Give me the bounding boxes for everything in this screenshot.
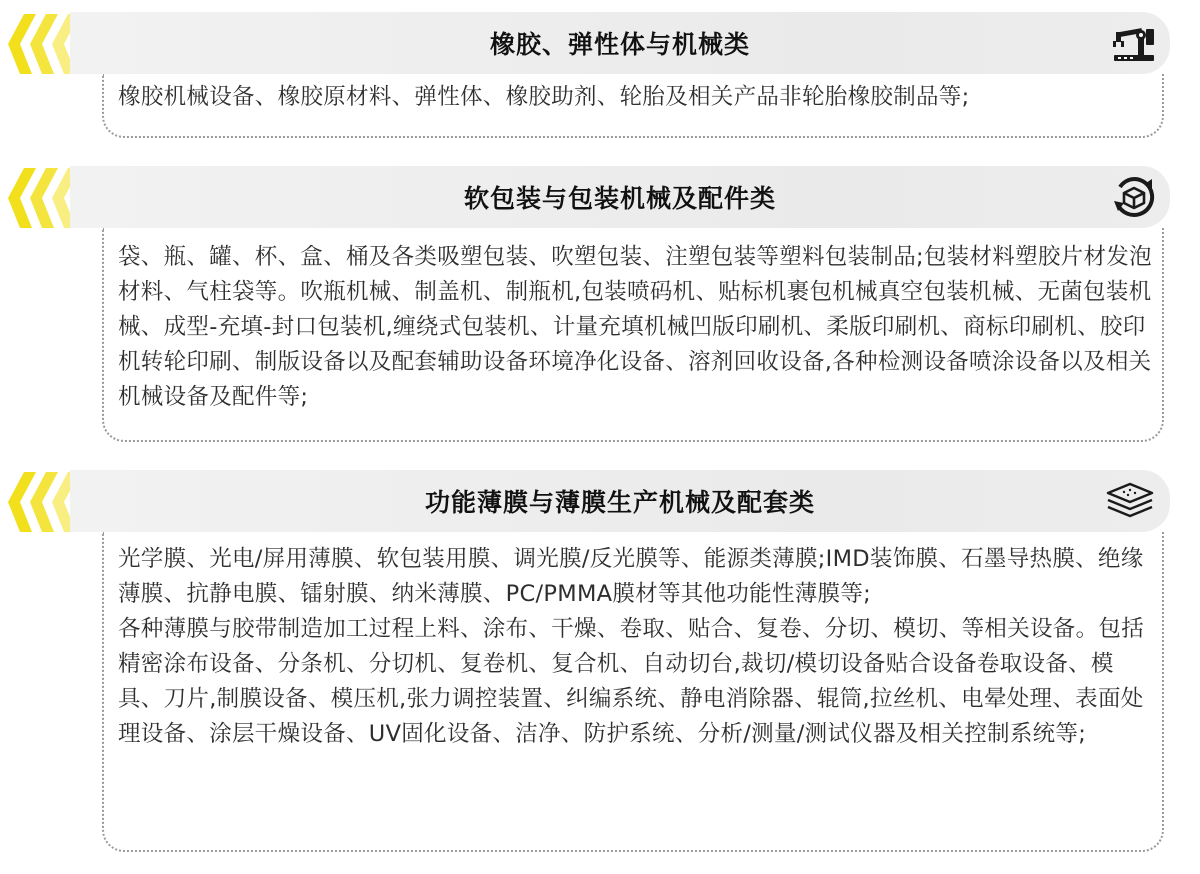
section-film bbox=[0, 470, 1200, 854]
section-packaging bbox=[0, 166, 1200, 444]
section-header bbox=[70, 166, 1170, 228]
section-header bbox=[70, 12, 1170, 74]
section-title: 橡胶、弹性体与机械类 bbox=[489, 30, 750, 59]
section-paragraph: 袋、瓶、罐、杯、盒、桶及各类吸塑包装、吹塑包装、注塑包装等塑料包装制品;包装材料塑胶片材发泡材料、气柱袋等。吹瓶机械、制盖机、制瓶机,包装喷码机、贴标机裹包机械真空包装机械、无菌包装机械、成型-充填-封口包装机,缠绕式包装机、计量充填机械凹版印刷机、柔版印刷机、商标印刷机、胶印机转轮印刷、制版设备以及配套辅助设备环境净化设备、溶剂回收设备,各种检测设备喷涂设备以及相关机械设备及配件等; bbox=[118, 244, 1152, 410]
section-title: 功能薄膜与薄膜生产机械及配套类 bbox=[424, 488, 815, 517]
section-paragraph: 光学膜、光电/屏用薄膜、软包装用膜、调光膜/反光膜等、能源类薄膜;IMD装饰膜、石墨导热膜、绝缘薄膜、抗静电膜、镭射膜、纳米薄膜、PC/PMMA膜材等其他功能性薄膜等; bbox=[118, 546, 1144, 607]
package-recycle-icon bbox=[1112, 175, 1156, 219]
section-title: 软包装与包装机械及配件类 bbox=[463, 184, 776, 213]
section-rubber bbox=[0, 12, 1200, 140]
section-content-box bbox=[102, 228, 1164, 442]
section-paragraph: 橡胶机械设备、橡胶原材料、弹性体、橡胶助剂、轮胎及相关产品非轮胎橡胶制品等; bbox=[118, 84, 970, 110]
section-header bbox=[70, 470, 1170, 532]
section-content-box bbox=[102, 74, 1164, 138]
section-paragraph: 各种薄膜与胶带制造加工过程上料、涂布、干燥、卷取、贴合、复卷、分切、模切、等相关设备。包括精密涂布设备、分条机、分切机、复卷机、复合机、自动切台,裁切/模切设备贴合设备卷取设备、模具、刀片,制膜设备、模压机,张力调控装置、纠编系统、静电消除器、辊筒,拉丝机、电晕处理、表面处理设备、涂层干燥设备、UV固化设备、洁净、防护系统、分析/测量/测试仪器及相关控制系统等; bbox=[118, 616, 1145, 747]
section-content-box bbox=[102, 532, 1164, 852]
robot-arm-icon bbox=[1112, 23, 1156, 63]
film-layers-icon bbox=[1104, 481, 1156, 521]
